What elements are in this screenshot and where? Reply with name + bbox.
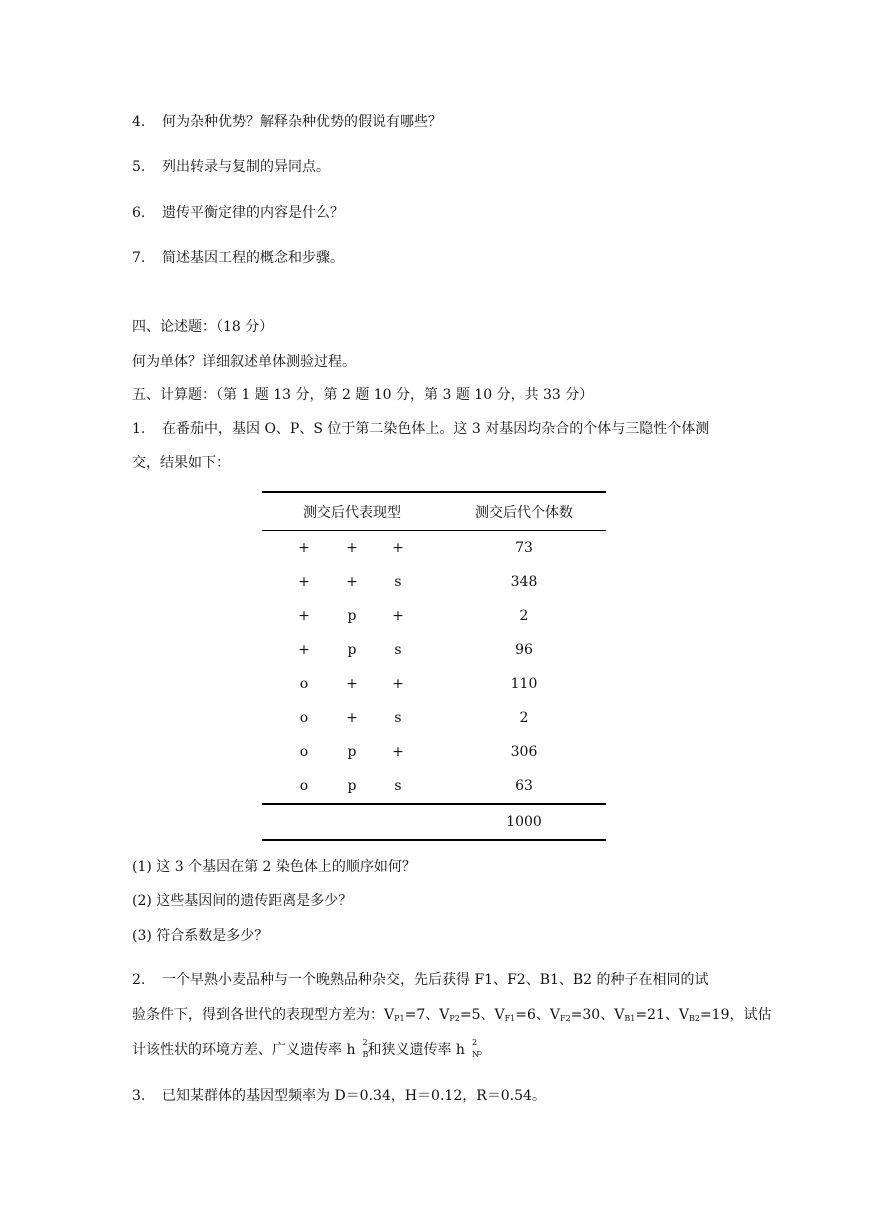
count-cell: 306	[510, 744, 538, 760]
variance-vf2	[550, 1007, 614, 1023]
question-text: 在番茄中，基因 O、P、S 位于第二染色体上。这 3 对基因均杂合的个体与三隐性个体测	[162, 421, 710, 437]
heritability-narrow-marks	[465, 1040, 477, 1060]
count-cell: 2	[519, 710, 529, 726]
gene-o-allele: +	[298, 608, 310, 624]
phenotype-cell	[262, 769, 442, 804]
variance-value: =7、	[404, 1007, 440, 1023]
gene-s-allele: s	[394, 574, 402, 590]
question-4	[132, 112, 442, 132]
heritability-broad-marks	[355, 1040, 367, 1060]
calc-question-1-line2: 交，结果如下：	[132, 455, 230, 471]
total-label-cell	[262, 804, 442, 840]
variance-vb2	[679, 1007, 744, 1023]
gene-o-allele: o	[299, 778, 309, 794]
question-text: 和狭义遗传率 h	[367, 1042, 465, 1058]
gene-s-allele: s	[394, 710, 402, 726]
question-number: 2.	[132, 972, 146, 988]
calc-question-2-line3	[132, 1040, 491, 1060]
gene-s-allele: s	[394, 778, 402, 794]
gene-o-allele: o	[299, 710, 309, 726]
question-number: 5.	[132, 159, 146, 175]
header-count: 测交后代个体数	[442, 492, 606, 531]
gene-o-allele: o	[299, 676, 309, 692]
count-cell: 63	[515, 778, 533, 794]
calc-question-2-line1	[132, 970, 709, 990]
calc-question-2-line2	[132, 1005, 772, 1029]
gene-p-allele: +	[346, 676, 358, 692]
section-5-heading: 五、计算题：（第 1 题 13 分，第 2 题 10 分，第 3 题 10 分，共 33 分）	[132, 387, 594, 403]
gene-p-allele: p	[347, 642, 357, 658]
phenotype-cell	[262, 633, 442, 667]
subquestion-2: (2) 这些基因间的遗传距离是多少？	[132, 893, 353, 909]
calc-question-1-line1	[132, 419, 709, 439]
gene-s-allele: +	[392, 540, 404, 556]
table-header-row	[262, 492, 606, 531]
phenotype-cell	[262, 565, 442, 599]
question-text: 何为杂种优势？解释杂种优势的假说有哪些？	[162, 114, 442, 130]
superscript: 2	[471, 1038, 478, 1047]
phenotype-cell	[262, 667, 442, 701]
question-text: 列出转录与复制的异同点。	[162, 159, 330, 175]
variance-symbol: V	[384, 1007, 395, 1023]
variance-subscript: F2	[560, 1014, 571, 1023]
variance-symbol: V	[494, 1007, 505, 1023]
question-number: 1.	[132, 421, 146, 437]
calc-question-3	[132, 1086, 546, 1106]
gene-s-allele: +	[392, 676, 404, 692]
gene-s-allele: s	[394, 642, 402, 658]
table-row	[262, 667, 606, 701]
table-row	[262, 735, 606, 769]
count-cell: 110	[510, 676, 538, 692]
question-number: 6.	[132, 205, 146, 221]
testcross-table	[262, 491, 606, 841]
subscript: N	[471, 1050, 479, 1059]
gene-o-allele: o	[299, 744, 309, 760]
variance-subscript: P1	[394, 1014, 405, 1023]
superscript: 2	[362, 1038, 368, 1047]
table-row	[262, 701, 606, 735]
gene-o-allele: +	[298, 642, 310, 658]
phenotype-cell	[262, 735, 442, 769]
table-row	[262, 633, 606, 667]
count-cell: 348	[510, 574, 538, 590]
table-row	[262, 565, 606, 599]
variance-symbol: V	[678, 1007, 689, 1023]
count-cell: 2	[519, 608, 529, 624]
section-4-heading: 四、论述题：（18 分）	[132, 319, 274, 335]
variance-vf1	[495, 1007, 550, 1023]
table-total-row	[262, 804, 606, 840]
variance-symbol: V	[549, 1007, 561, 1023]
variance-vb1	[614, 1007, 679, 1023]
variance-subscript: B1	[624, 1014, 636, 1023]
gene-o-allele: +	[298, 574, 310, 590]
phenotype-cell	[262, 531, 442, 566]
question-text: 。	[476, 1042, 491, 1058]
count-cell: 96	[515, 642, 533, 658]
variance-subscript: B2	[688, 1014, 700, 1023]
count-cell: 73	[515, 540, 533, 556]
question-5	[132, 157, 330, 177]
gene-p-allele: p	[347, 744, 357, 760]
variance-value: =6、	[515, 1007, 550, 1023]
table-row	[262, 531, 606, 566]
total-count-cell: 1000	[442, 804, 606, 840]
variance-value: =21、	[635, 1007, 679, 1023]
variance-subscript: F1	[504, 1014, 516, 1023]
phenotype-cell	[262, 701, 442, 735]
section-4-question: 何为单体？详细叙述单体测验过程。	[132, 354, 356, 370]
gene-p-allele: +	[346, 540, 358, 556]
subscript: B	[362, 1050, 369, 1059]
question-text: 简述基因工程的概念和步骤。	[162, 250, 344, 266]
gene-p-allele: +	[346, 710, 358, 726]
variance-vp2	[439, 1007, 494, 1023]
table-row	[262, 599, 606, 633]
question-number: 7.	[132, 250, 146, 266]
question-number: 3.	[132, 1088, 146, 1104]
gene-s-allele: +	[392, 744, 404, 760]
question-text: 一个早熟小麦品种与一个晚熟品种杂交，先后获得 F1、F2、B1、B2 的种子在相同的试	[162, 972, 709, 988]
gene-p-allele: p	[347, 608, 357, 624]
question-text: 试估	[743, 1007, 772, 1023]
variance-value: =30、	[570, 1007, 615, 1023]
variance-subscript: P2	[449, 1014, 460, 1023]
variance-value: =19，	[699, 1007, 744, 1023]
gene-o-allele: +	[298, 540, 310, 556]
gene-p-allele: +	[346, 574, 358, 590]
subquestion-3: (3) 符合系数是多少？	[132, 928, 269, 944]
phenotype-cell	[262, 599, 442, 633]
subquestion-1: (1) 这 3 个基因在第 2 染色体上的顺序如何？	[132, 859, 416, 875]
question-text: 计该性状的环境方差、广义遗传率 h	[132, 1042, 356, 1058]
question-7	[132, 248, 344, 268]
gene-p-allele: p	[347, 778, 357, 794]
header-phenotype: 测交后代表现型	[262, 492, 442, 531]
question-text: 已知某群体的基因型频率为 D＝0.34，H＝0.12，R＝0.54。	[162, 1088, 546, 1104]
variance-vp1	[384, 1007, 439, 1023]
question-6	[132, 203, 344, 223]
gene-s-allele: +	[392, 608, 404, 624]
question-text: 遗传平衡定律的内容是什么？	[162, 205, 344, 221]
question-number: 4.	[132, 114, 146, 130]
question-text: 验条件下，得到各世代的表现型方差为：	[132, 1007, 384, 1023]
table-row	[262, 769, 606, 804]
variance-value: =5、	[459, 1007, 495, 1023]
variance-symbol: V	[614, 1007, 625, 1023]
variance-symbol: V	[439, 1007, 450, 1023]
